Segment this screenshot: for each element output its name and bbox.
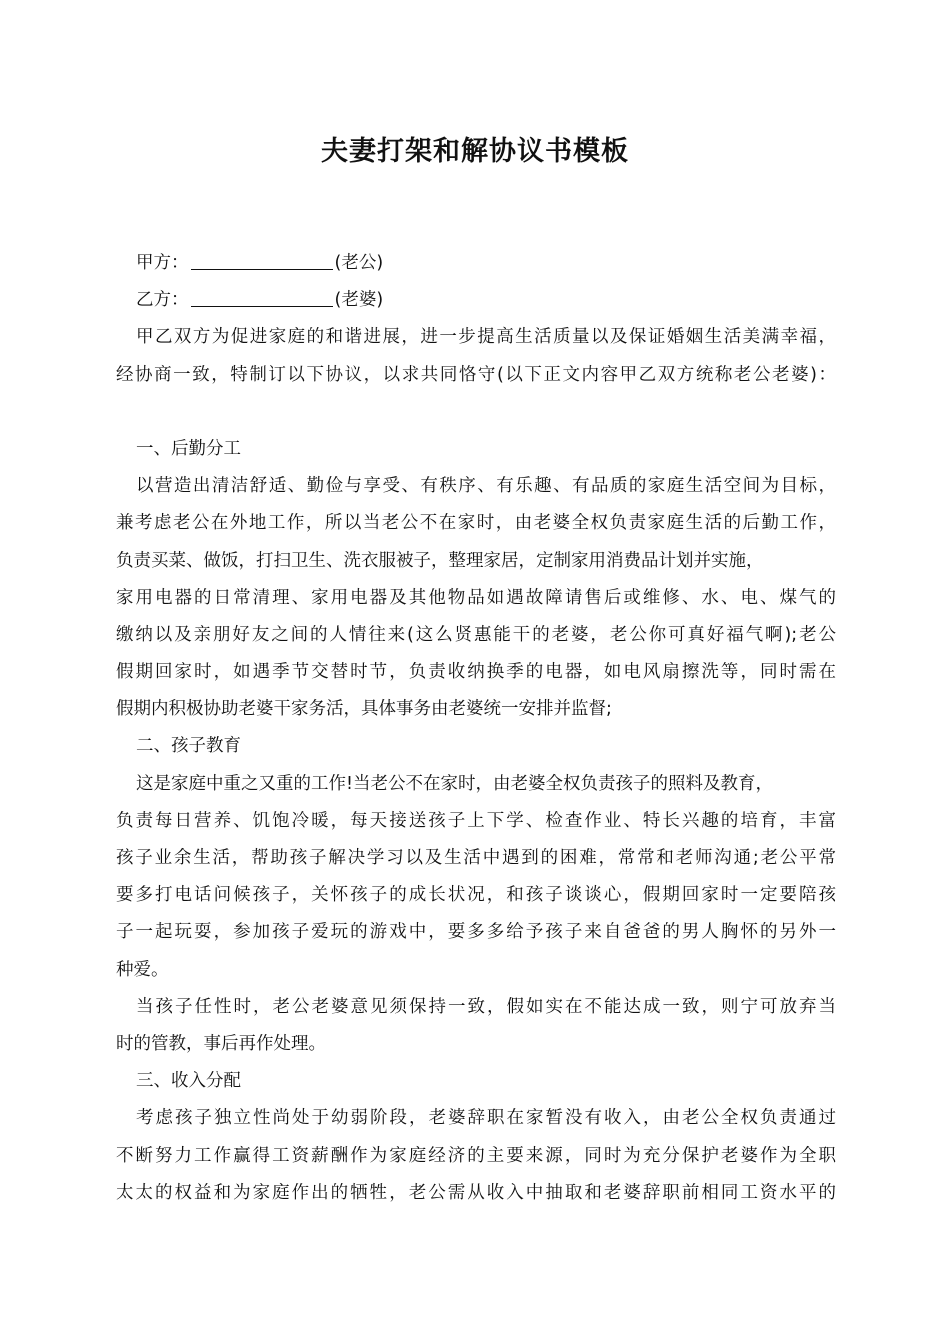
party-b-blank [191, 286, 333, 307]
intro-line: 经协商一致，特制订以下协议，以求共同恪守(以下正文内容甲乙双方统称老公老婆)： [116, 364, 836, 385]
section1-line: 家用电器的日常清理、家用电器及其他物品如遇故障请售后或维修、水、电、煤气的 [116, 587, 836, 608]
section2-line: 种爱。 [116, 959, 169, 980]
section2-line: 孩子业余生活，帮助孩子解决学习以及生活中遇到的困难，常常和老师沟通;老公平常 [116, 848, 836, 868]
intro-line: 甲乙双方为促进家庭的和谐进展，进一步提高生活质量以及保证婚姻生活美满幸福， [136, 327, 836, 348]
party-b-suffix: (老婆) [334, 290, 384, 311]
section3-line: 不断努力工作赢得工资薪酬作为家庭经济的主要来源，同时为充分保护老婆作为全职 [116, 1145, 836, 1166]
section2-line: 这是家庭中重之又重的工作!当老公不在家时，由老婆全权负责孩子的照料及教育， [136, 773, 774, 794]
party-a-label: 甲方： [136, 253, 189, 273]
section-heading: 二、孩子教育 [136, 736, 241, 757]
section3-line: 考虑孩子独立性尚处于幼弱阶段，老婆辞职在家暂没有收入，由老公全权负责通过 [136, 1108, 836, 1129]
paragraph-gap [116, 394, 836, 431]
section2-line: 要多打电话问候孩子，关怀孩子的成长状况，和孩子谈谈心，假期回家时一定要陪孩 [116, 885, 836, 906]
section1-line: 假期回家时，如遇季节交替时节，负责收纳换季的电器，如电风扇擦洗等，同时需在 [116, 662, 836, 683]
party-a-blank [191, 249, 333, 270]
section1-line: 假期内积极协助老婆干家务活，具体事务由老婆统一安排并监督; [116, 699, 612, 720]
section1-line: 缴纳以及亲朋好友之间的人情往来(这么贤惠能干的老婆，老公你可真好福气啊);老公 [116, 624, 836, 645]
party-b-line [116, 282, 836, 319]
section2-line: 负责每日营养、饥饱冷暖，每天接送孩子上下学、检查作业、特长兴趣的培育，丰富 [116, 810, 836, 831]
section1-line: 负责买菜、做饭，打扫卫生、洗衣服被子，整理家居，定制家用消费品计划并实施， [116, 550, 764, 571]
section2-para2-line: 当孩子任性时，老公老婆意见须保持一致，假如实在不能达成一致，则宁可放弃当 [136, 996, 836, 1017]
section2-para2-line: 时的管教，事后再作处理。 [116, 1033, 326, 1054]
section1-line: 兼考虑老公在外地工作，所以当老公不在家时，由老婆全权负责家庭生活的后勤工作， [116, 513, 836, 534]
section-heading: 一、后勤分工 [136, 438, 241, 459]
party-a-line [116, 245, 836, 282]
section-heading: 三、收入分配 [136, 1071, 241, 1092]
section2-line: 子一起玩耍，参加孩子爱玩的游戏中，要多多给予孩子来自爸爸的男人胸怀的另外一 [116, 922, 836, 943]
section3-line: 太太的权益和为家庭作出的牺牲，老公需从收入中抽取和老婆辞职前相同工资水平的 [116, 1182, 836, 1203]
party-a-suffix: (老公) [334, 253, 384, 273]
party-b-label: 乙方： [136, 290, 189, 311]
section1-line: 以营造出清洁舒适、勤俭与享受、有秩序、有乐趣、有品质的家庭生活空间为目标， [136, 476, 836, 497]
document-body [116, 245, 836, 1212]
document-title: 夫妻打架和解协议书模板 [321, 136, 629, 167]
